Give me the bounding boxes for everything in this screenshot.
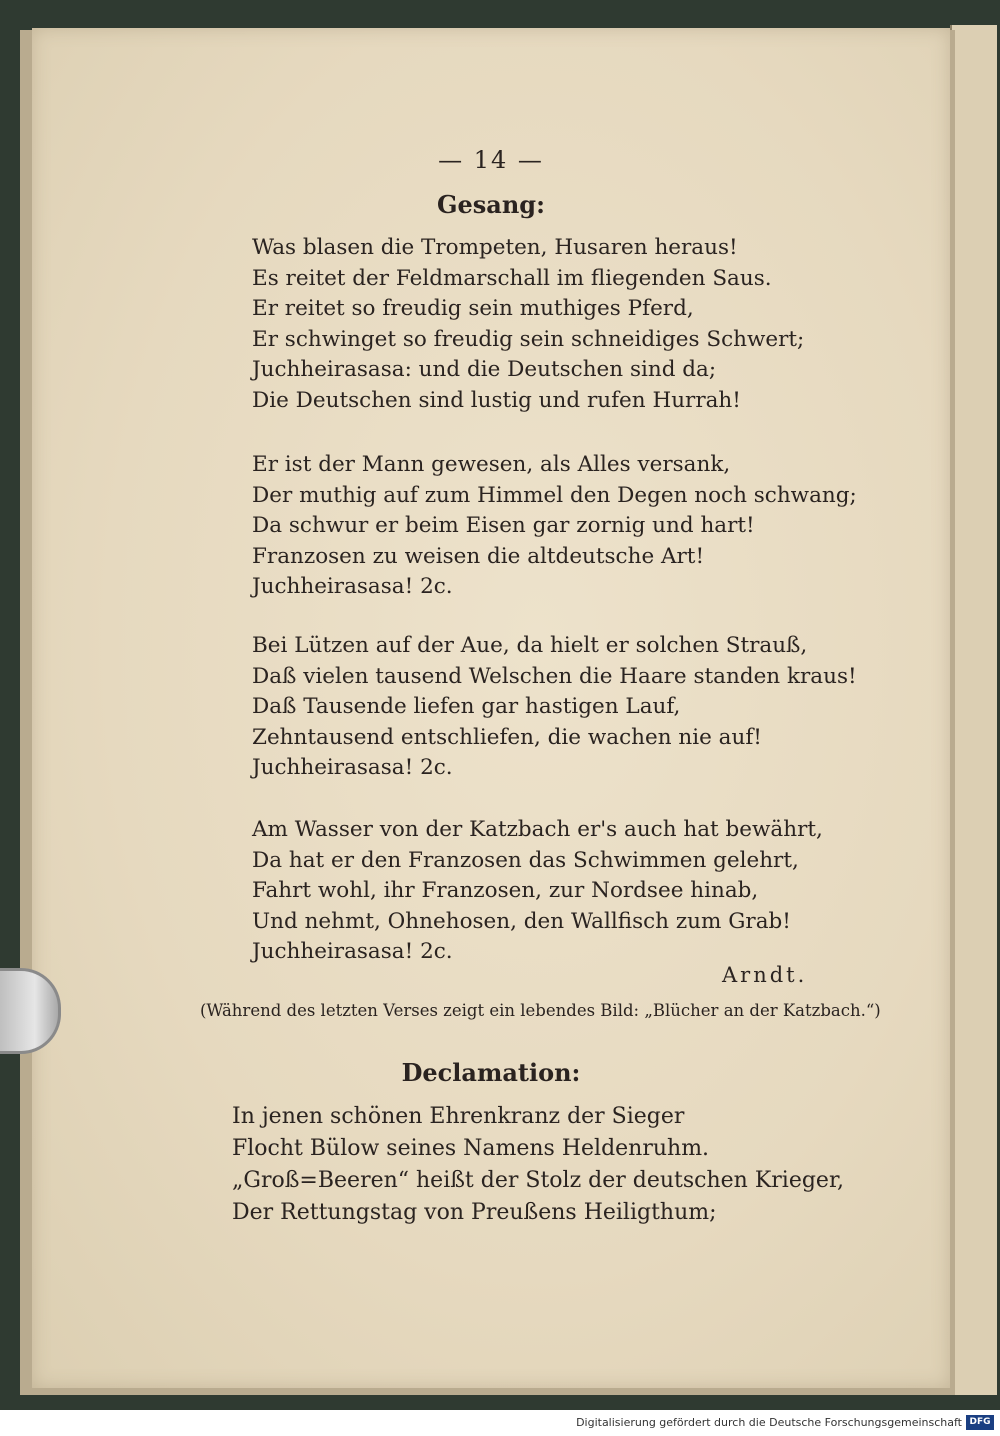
song-heading: Gesang: <box>437 190 545 219</box>
verse-line: Und nehmt, Ohnehosen, den Wallfisch zum Grab! <box>252 908 791 934</box>
verse-line: Was blasen die Trompeten, Husaren heraus! <box>252 235 738 260</box>
funding-credit: Digitalisierung gefördert durch die Deutsche Forschungsgemeinschaft <box>576 1416 962 1429</box>
verse-line: Bei Lützen auf der Aue, da hielt er solchen Strauß, <box>252 633 808 658</box>
verse-line: Juchheirasasa! 2c. <box>252 755 453 780</box>
verse-line: „Groß=Beeren“ heißt der Stolz der deutschen Krieger, <box>232 1168 845 1193</box>
verse-line: Der Rettungstag von Preußens Heiligthum; <box>232 1200 717 1225</box>
verse-line: Zehntausend entschliefen, die wachen nie auf! <box>252 724 762 750</box>
verse-line: Er schwinget so freudig sein schneidiges Schwert; <box>252 326 805 352</box>
page-number: — 14 — <box>438 146 544 174</box>
song-stanza-1 <box>252 233 804 416</box>
verse-line: Er ist der Mann gewesen, als Alles versank, <box>252 452 731 477</box>
verse-line: Flocht Bülow seines Namens Heldenruhm. <box>232 1136 710 1161</box>
verse-line: Juchheirasasa! 2c. <box>252 574 453 599</box>
verse-line: Juchheirasasa! 2c. <box>252 939 453 964</box>
verse-line: In jenen schönen Ehrenkranz der Sieger <box>232 1104 685 1129</box>
verse-line: Die Deutschen sind lustig und rufen Hurrah! <box>252 387 741 413</box>
verse-line: Der muthig auf zum Himmel den Degen noch schwang; <box>252 482 857 508</box>
verse-line: Daß Tausende liefen gar hastigen Lauf, <box>252 694 681 719</box>
verse-line: Er reitet so freudig sein muthiges Pferd, <box>252 296 694 321</box>
verse-line: Es reitet der Feldmarschall im fliegenden Saus. <box>252 265 772 291</box>
author-signature: Arndt. <box>722 963 808 987</box>
verse-line: Am Wasser von der Katzbach er's auch hat bewährt, <box>252 817 823 842</box>
verse-line: Da schwur er beim Eisen gar zornig und hart! <box>252 513 755 538</box>
adjacent-page-edge <box>950 25 997 1395</box>
song-stanza-4 <box>252 815 823 968</box>
declamation-stanza <box>232 1101 844 1229</box>
verse-line: Fahrt wohl, ihr Franzosen, zur Nordsee hinab, <box>252 878 759 903</box>
declamation-heading: Declamation: <box>401 1058 581 1087</box>
verse-line: Franzosen zu weisen die altdeutsche Art! <box>252 543 705 569</box>
song-stanza-2 <box>252 450 857 603</box>
verse-line: Da hat er den Franzosen das Schwimmen gelehrt, <box>252 847 799 873</box>
footer-bar <box>0 1410 1000 1436</box>
verse-line: Juchheirasasa: und die Deutschen sind da; <box>252 357 717 382</box>
stage-direction: (Während des letzten Verses zeigt ein lebendes Bild: „Blücher an der Katzbach.“) <box>200 1001 881 1020</box>
verse-line: Daß vielen tausend Welschen die Haare standen kraus! <box>252 663 857 689</box>
page-content <box>32 28 950 1388</box>
song-stanza-3 <box>252 631 857 784</box>
dfg-logo: DFG <box>966 1415 994 1430</box>
